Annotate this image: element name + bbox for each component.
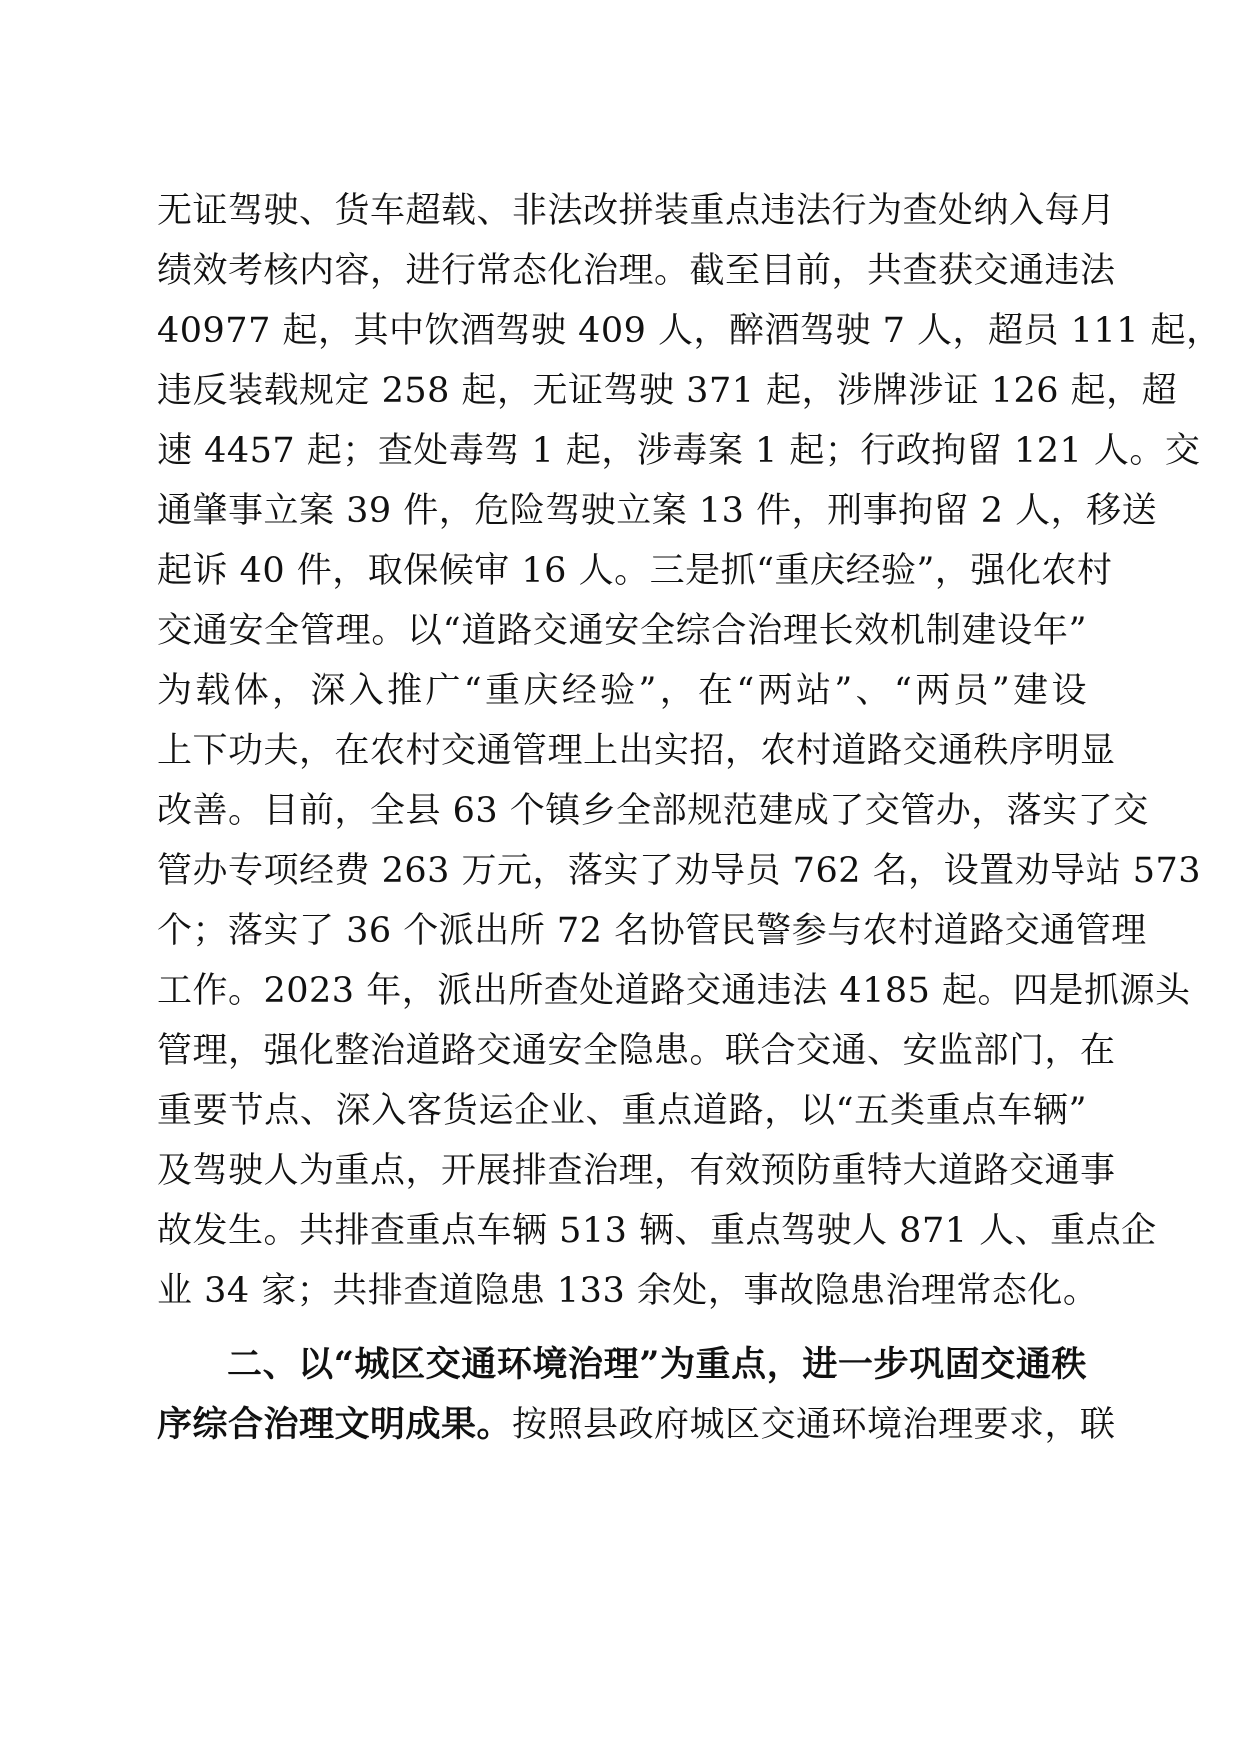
text-line: 无证驾驶、货车超载、非法改拼装重点违法行为查处纳入每月 — [157, 191, 1116, 231]
section-heading-tail: 序综合治理文明成果。 — [157, 1404, 513, 1445]
text-line: 改善。目前，全县 63 个镇乡全部规范建成了交管办，落实了交 — [157, 791, 1149, 831]
section-text-start: 按照县政府城区交通环境治理要求，联 — [512, 1405, 1116, 1445]
text-line: 40977 起，其中饮酒驾驶 409 人，醉酒驾驶 7 人，超员 111 起， — [157, 311, 1222, 351]
text-line: 为载体，深入推广“重庆经验”，在“两站”、“两员”建设 — [157, 671, 1087, 711]
text-line: 个；落实了 36 个派出所 72 名协管民警参与农村道路交通管理 — [157, 911, 1147, 951]
section-heading-line: 二、以“城区交通环境治理”为重点，进一步巩固交通秩 — [227, 1344, 1087, 1385]
paragraph-urban-traffic — [157, 1335, 1116, 1455]
text-line: 管办专项经费 263 万元，落实了劝导员 762 名，设置劝导站 573 — [157, 851, 1202, 891]
text-line: 重要节点、深入客货运企业、重点道路，以“五类重点车辆” — [157, 1091, 1087, 1131]
document-body — [157, 181, 1222, 1455]
text-line: 及驾驶人为重点，开展排查治理，有效预防重特大道路交通事 — [157, 1151, 1116, 1191]
text-line: 通肇事立案 39 件，危险驾驶立案 13 件，刑事拘留 2 人，移送 — [157, 491, 1158, 531]
text-line: 起诉 40 件，取保候审 16 人。三是抓“重庆经验”，强化农村 — [157, 551, 1113, 591]
text-line: 绩效考核内容，进行常态化治理。截至目前，共查获交通违法 — [157, 251, 1116, 291]
text-line: 管理，强化整治道路交通安全隐患。联合交通、安监部门，在 — [157, 1031, 1116, 1071]
text-line: 工作。2023 年，派出所查处道路交通违法 4185 起。四是抓源头 — [157, 971, 1191, 1011]
text-line: 违反装载规定 258 起，无证驾驶 371 起，涉牌涉证 126 起，超 — [157, 371, 1178, 411]
paragraph-enforcement — [157, 181, 1222, 1321]
text-line: 交通安全管理。以“道路交通安全综合治理长效机制建设年” — [157, 611, 1087, 651]
text-line: 速 4457 起；查处毒驾 1 起，涉毒案 1 起；行政拘留 121 人。交 — [157, 431, 1201, 471]
text-line: 故发生。共排查重点车辆 513 辆、重点驾驶人 871 人、重点企 — [157, 1211, 1157, 1251]
text-line: 上下功夫，在农村交通管理上出实招，农村道路交通秩序明显 — [157, 731, 1116, 771]
text-line-last: 业 34 家；共排查道隐患 133 余处，事故隐患治理常态化。 — [157, 1271, 1099, 1311]
text-line — [157, 1395, 1116, 1455]
